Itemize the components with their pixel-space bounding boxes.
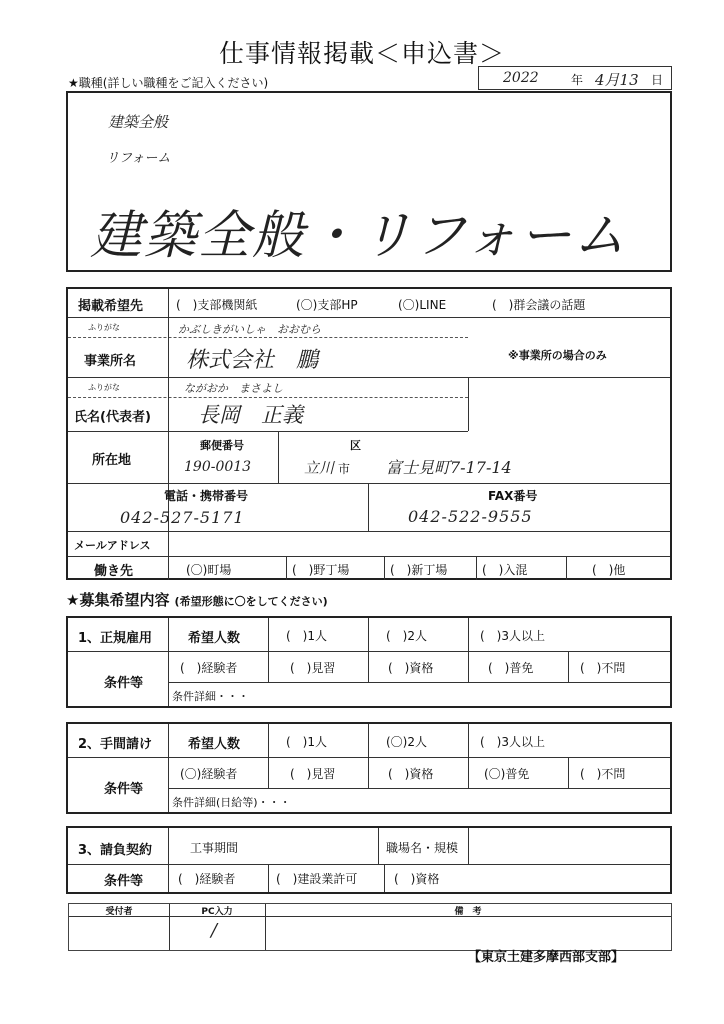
publish-option-line[interactable]: (〇)LINE bbox=[398, 298, 447, 312]
section-1-cond-any[interactable]: ( )不問 bbox=[580, 661, 626, 675]
date-year: 2022 bbox=[503, 70, 539, 86]
company-note: ※事業所の場合のみ bbox=[508, 349, 607, 362]
section-2-cond-experienced[interactable]: (〇)経験者 bbox=[180, 767, 238, 781]
section-contract bbox=[66, 826, 672, 894]
recruit-heading: ★募集希望内容 bbox=[66, 591, 170, 609]
workplace-option-machiba[interactable]: (〇)町場 bbox=[186, 563, 232, 577]
section-1-count-3plus[interactable]: ( )3人以上 bbox=[480, 629, 545, 643]
job-type-small-1: 建築全般 bbox=[108, 113, 169, 131]
year-unit: 年 bbox=[571, 73, 584, 87]
company-furigana[interactable]: かぶしきがいしゃ おおむら bbox=[178, 323, 321, 336]
section-piecework bbox=[66, 722, 672, 814]
section-1-count-1[interactable]: ( )1人 bbox=[286, 629, 327, 643]
office-use-table bbox=[68, 903, 672, 951]
receiver-label: 受付者 bbox=[105, 907, 133, 917]
section-3-cond-experienced[interactable]: ( )経験者 bbox=[178, 872, 236, 886]
section-2-count-1[interactable]: ( )1人 bbox=[286, 735, 327, 749]
section-2-count-2[interactable]: (〇)2人 bbox=[386, 735, 427, 749]
section-3-site-label: 職場名・規模 bbox=[386, 841, 459, 855]
workplace-label: 働き先 bbox=[94, 564, 134, 579]
day-unit: 日 bbox=[651, 73, 664, 87]
job-type-small-2: リフォーム bbox=[106, 151, 171, 166]
section-1-count-label: 希望人数 bbox=[188, 631, 241, 646]
phone-number[interactable]: 042-527-5171 bbox=[120, 508, 245, 527]
section-1-count-2[interactable]: ( )2人 bbox=[386, 629, 427, 643]
info-table bbox=[66, 287, 672, 580]
ward-label: 区 bbox=[350, 439, 361, 452]
company-furigana-label: ふりがな bbox=[88, 323, 120, 332]
section-1-title: 1、正規雇用 bbox=[78, 631, 153, 646]
date-month-day: 4月13 bbox=[595, 71, 639, 89]
section-2-cond-label: 条件等 bbox=[104, 782, 144, 797]
workplace-option-irikomi[interactable]: ( )入混 bbox=[482, 563, 528, 577]
city-unit: 市 bbox=[338, 462, 351, 476]
section-2-count-label: 希望人数 bbox=[188, 737, 241, 752]
section-1-cond-label: 条件等 bbox=[104, 676, 144, 691]
publish-option-meeting[interactable]: ( )群会議の話題 bbox=[492, 298, 586, 312]
section-1-cond-driving[interactable]: ( )普免 bbox=[488, 661, 534, 675]
publish-label: 掲載希望先 bbox=[78, 299, 144, 314]
page-title: 仕事情報掲載＜申込書＞ bbox=[218, 39, 505, 68]
section-1-cond-apprentice[interactable]: ( )見習 bbox=[290, 661, 336, 675]
section-2-title: 2、手間請け bbox=[78, 737, 153, 752]
section-regular-employment bbox=[66, 616, 672, 708]
rep-name[interactable]: 長岡 正義 bbox=[198, 403, 303, 427]
fax-number[interactable]: 042-522-9555 bbox=[408, 507, 533, 526]
recruit-heading-row bbox=[66, 589, 328, 610]
section-1-cond-experienced[interactable]: ( )経験者 bbox=[180, 661, 238, 675]
date-box bbox=[478, 66, 672, 90]
branch-footer: 【東京土建多摩西部支部】 bbox=[468, 950, 625, 965]
postal-code[interactable]: 190-0013 bbox=[184, 459, 252, 475]
section-2-cond-any[interactable]: ( )不問 bbox=[580, 767, 626, 781]
company-name[interactable]: 株式会社 鵬 bbox=[186, 348, 319, 373]
job-type-large: 建築全般・リフォーム bbox=[90, 206, 628, 266]
publish-option-hp[interactable]: (〇)支部HP bbox=[296, 298, 358, 312]
postal-label: 郵便番号 bbox=[200, 439, 244, 452]
job-type-box[interactable] bbox=[66, 91, 672, 272]
rep-label: 氏名(代表者) bbox=[74, 410, 151, 425]
publish-option-newsletter[interactable]: ( )支部機関紙 bbox=[176, 298, 258, 312]
section-1-details[interactable]: 条件詳細・・・ bbox=[172, 690, 249, 703]
workplace-option-other[interactable]: ( )他 bbox=[592, 563, 626, 577]
remarks-label: 備 考 bbox=[454, 907, 482, 917]
city[interactable]: 立川 bbox=[304, 459, 335, 477]
section-3-cond-permit[interactable]: ( )建設業許可 bbox=[276, 872, 358, 886]
section-2-cond-license[interactable]: ( )資格 bbox=[388, 767, 434, 781]
section-2-details[interactable]: 条件詳細(日給等)・・・ bbox=[172, 796, 291, 809]
section-3-cond-label: 条件等 bbox=[104, 874, 144, 889]
company-label: 事業所名 bbox=[84, 354, 137, 369]
section-2-cond-apprentice[interactable]: ( )見習 bbox=[290, 767, 336, 781]
job-type-label: ★職種(詳しい職種をご記入ください) bbox=[68, 76, 269, 90]
recruit-note: (希望形態に〇をしてください) bbox=[174, 595, 328, 608]
section-2-cond-driving[interactable]: (〇)普免 bbox=[484, 767, 530, 781]
fax-label: FAX番号 bbox=[488, 489, 538, 503]
address-label: 所在地 bbox=[92, 453, 132, 468]
street-address[interactable]: 富士見町7-17-14 bbox=[386, 458, 512, 477]
phone-label: 電話・携帯番号 bbox=[164, 489, 249, 503]
workplace-option-shinchoba[interactable]: ( )新丁場 bbox=[390, 563, 448, 577]
section-3-period-label: 工事期間 bbox=[190, 841, 239, 855]
section-3-title: 3、請負契約 bbox=[78, 843, 153, 858]
workplace-option-nochoba[interactable]: ( )野丁場 bbox=[292, 563, 350, 577]
pc-input-label: PC入力 bbox=[201, 907, 233, 917]
rep-furigana[interactable]: ながおか まさよし bbox=[184, 382, 283, 395]
rep-furigana-label: ふりがな bbox=[88, 383, 120, 392]
section-2-count-3plus[interactable]: ( )3人以上 bbox=[480, 735, 545, 749]
section-1-cond-license[interactable]: ( )資格 bbox=[388, 661, 434, 675]
email-label: メールアドレス bbox=[74, 539, 151, 552]
section-3-cond-license[interactable]: ( )資格 bbox=[394, 872, 440, 886]
pc-input-mark: / bbox=[211, 920, 218, 941]
